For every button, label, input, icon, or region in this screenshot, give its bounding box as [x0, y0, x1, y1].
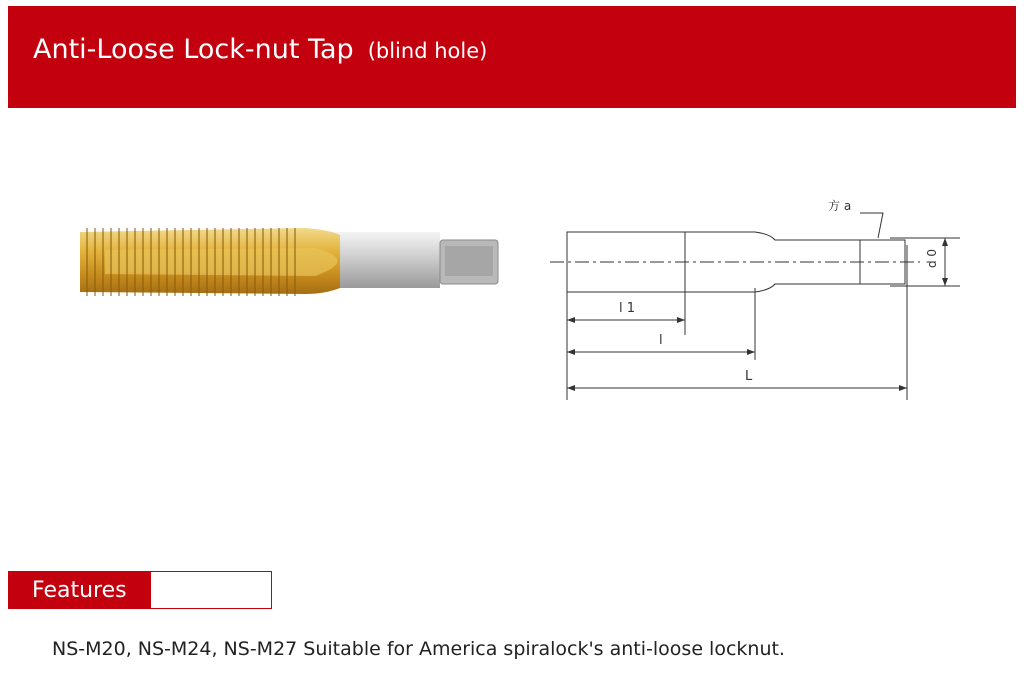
title-subtitle: (blind hole) — [367, 39, 488, 63]
label-d0: d 0 — [925, 248, 939, 268]
drawing-leader-a — [860, 213, 883, 238]
label-square-a: 方 a — [828, 199, 852, 213]
tap-technical-drawing — [545, 190, 1015, 405]
tap-product-image — [75, 210, 505, 310]
label-l1: l 1 — [619, 301, 636, 316]
label-l: l — [659, 333, 663, 348]
features-description: NS-M20, NS-M24, NS-M27 Suitable for America spiralock's anti-loose locknut. — [52, 638, 785, 660]
title-text: Anti-Loose Lock-nut Tap — [33, 34, 354, 65]
features-tab-box — [151, 571, 272, 609]
tap-flute — [105, 248, 338, 276]
features-heading: Features — [32, 578, 127, 603]
tap-square-face — [445, 246, 493, 276]
label-L: L — [745, 369, 753, 384]
page-title — [33, 34, 487, 65]
